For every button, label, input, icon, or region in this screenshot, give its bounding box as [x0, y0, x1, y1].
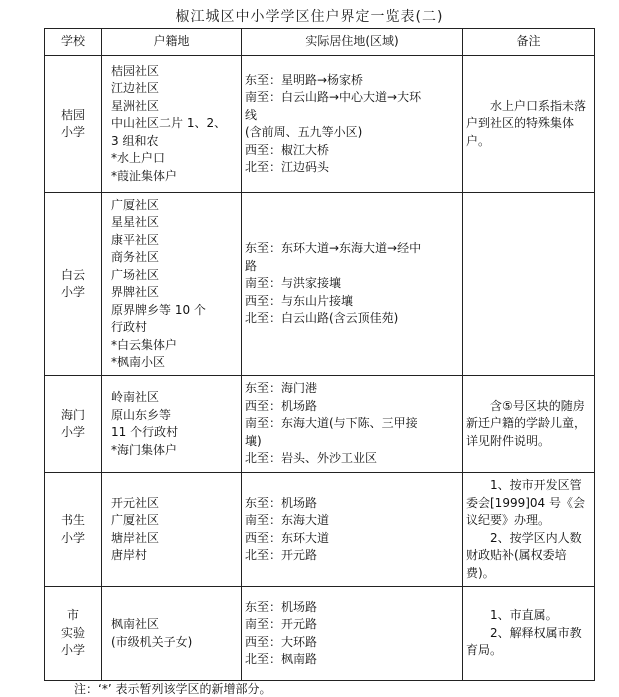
- note-line: 含⑤号区块的随房新迁户籍的学龄儿童，详见附件说明。: [466, 398, 587, 448]
- residence-cell: [242, 587, 463, 681]
- school-name-line: 实验: [60, 625, 85, 640]
- school-name-line: 白云: [60, 267, 85, 282]
- residence-cell: [242, 376, 463, 473]
- table-row: [45, 56, 595, 193]
- residence-line: 南至：与洪家接壤: [245, 276, 342, 291]
- residence-line: 北至：白云山路(含云顶佳苑): [245, 311, 399, 326]
- note-line: 水上户口系指未落户到社区的特殊集体户。: [466, 98, 587, 148]
- registration-line: 广厦社区: [111, 197, 160, 212]
- residence-line: 路: [245, 258, 258, 273]
- note-cell: [463, 587, 595, 681]
- school-name-line: 桔园: [60, 107, 85, 122]
- residence-line: 东至：机场路: [245, 599, 318, 614]
- residence-line: 北至：岩头、外沙工业区: [245, 451, 378, 466]
- residence-line: 南至：东海大道(与下陈、三甲接: [245, 416, 418, 431]
- registration-line: 康平社区: [111, 232, 160, 247]
- registration-line: *水上户口: [111, 151, 166, 166]
- registration-cell: [102, 587, 242, 681]
- registration-line: *白云集体户: [111, 337, 178, 352]
- note-cell: [463, 473, 595, 587]
- registration-line: 唐岸村: [111, 548, 148, 562]
- residence-cell: [242, 473, 463, 587]
- school-cell: [45, 56, 102, 193]
- registration-line: *枫南小区: [111, 355, 166, 369]
- registration-line: 星星社区: [111, 215, 160, 229]
- district-table: [44, 28, 595, 681]
- registration-line: 广场社区: [111, 267, 160, 282]
- residence-line: 东至：星明路→杨家桥: [245, 72, 364, 87]
- registration-cell: [102, 473, 242, 587]
- registration-line: 开元社区: [111, 495, 160, 510]
- residence-line: 东至：机场路: [245, 495, 318, 510]
- residence-line: 东至：东环大道→东海大道→经中: [245, 241, 422, 256]
- registration-line: 界牌社区: [111, 285, 160, 299]
- registration-line: (市级机关子女): [111, 634, 193, 649]
- school-cell: [45, 376, 102, 473]
- residence-line: 北至：开元路: [245, 548, 318, 562]
- residence-line: 壤): [245, 433, 262, 448]
- registration-line: *海门集体户: [111, 442, 178, 457]
- header-note: 备注: [463, 29, 595, 56]
- school-name-line: 书生: [60, 513, 85, 527]
- school-name-line: 小学: [60, 425, 85, 439]
- header-residence: 实际居住地(区域): [242, 29, 463, 56]
- header-registration: 户籍地: [102, 29, 242, 56]
- residence-line: 南至：东海大道: [245, 513, 330, 527]
- table-row: [45, 193, 595, 376]
- registration-line: 中山社区二片 1、2、: [111, 116, 227, 131]
- school-cell: [45, 587, 102, 681]
- registration-line: 塘岸社区: [111, 530, 160, 545]
- registration-line: 广厦社区: [111, 513, 160, 527]
- school-name-line: 小学: [60, 285, 85, 299]
- table-row: [45, 473, 595, 587]
- registration-line: 商务社区: [111, 250, 160, 264]
- registration-line: 江边社区: [111, 81, 160, 96]
- school-name-line: 海门: [60, 407, 85, 422]
- residence-line: 北至：江边码头: [245, 160, 330, 174]
- residence-line: 线: [245, 107, 258, 122]
- school-name-line: 小学: [60, 643, 85, 658]
- residence-line: 西至：大环路: [245, 634, 318, 649]
- school-cell: [45, 193, 102, 376]
- registration-line: 3 组和农: [111, 133, 159, 148]
- registration-line: 原界牌乡等 10 个: [111, 302, 206, 317]
- residence-line: 西至：椒江大桥: [245, 142, 330, 157]
- note-line: 2、按学区内人数财政贴补(属权委培费)。: [466, 530, 582, 580]
- school-cell: [45, 473, 102, 587]
- registration-cell: [102, 376, 242, 473]
- footnote: 注：‘*’ 表示暂列该学区的新增部分。: [74, 682, 272, 696]
- note-cell: [463, 193, 595, 376]
- table-row: [45, 376, 595, 473]
- residence-line: 南至：开元路: [245, 617, 318, 631]
- school-name-line: 市: [66, 608, 79, 623]
- note-cell: [463, 376, 595, 473]
- residence-cell: [242, 193, 463, 376]
- residence-line: 东至：海门港: [245, 381, 318, 396]
- residence-line: 北至：枫南路: [245, 652, 318, 666]
- page-title: 椒江城区中小学学区住户界定一览表(二): [175, 9, 444, 25]
- registration-line: 11 个行政村: [111, 425, 179, 439]
- registration-line: 桔园社区: [111, 63, 160, 78]
- header-school: 学校: [45, 29, 102, 56]
- header-row: [45, 29, 595, 56]
- note-line: 1、按市开发区管委会[1999]04 号《会议纪要》办理。: [466, 478, 585, 527]
- residence-line: 西至：机场路: [245, 398, 318, 413]
- residence-line: 西至：东环大道: [245, 530, 330, 545]
- registration-line: 原山东乡等: [111, 407, 172, 422]
- residence-line: 西至：与东山片接壤: [245, 293, 354, 308]
- registration-line: *葭沚集体户: [111, 168, 178, 183]
- table-row: [45, 587, 595, 681]
- residence-line: (含前周、五九等小区): [245, 125, 363, 139]
- registration-line: 岭南社区: [111, 390, 160, 404]
- registration-cell: [102, 56, 242, 193]
- registration-cell: [102, 193, 242, 376]
- registration-line: 星洲社区: [111, 98, 160, 113]
- note-line: 1、市直属。: [490, 608, 558, 623]
- residence-line: 南至：白云山路→中心大道→大环: [245, 90, 422, 104]
- school-name-line: 小学: [60, 125, 85, 139]
- registration-line: 枫南社区: [111, 617, 160, 631]
- registration-line: 行政村: [111, 320, 148, 334]
- school-name-line: 小学: [60, 530, 85, 545]
- residence-cell: [242, 56, 463, 193]
- note-cell: [463, 56, 595, 193]
- note-line: 2、解释权属市教育局。: [466, 625, 582, 658]
